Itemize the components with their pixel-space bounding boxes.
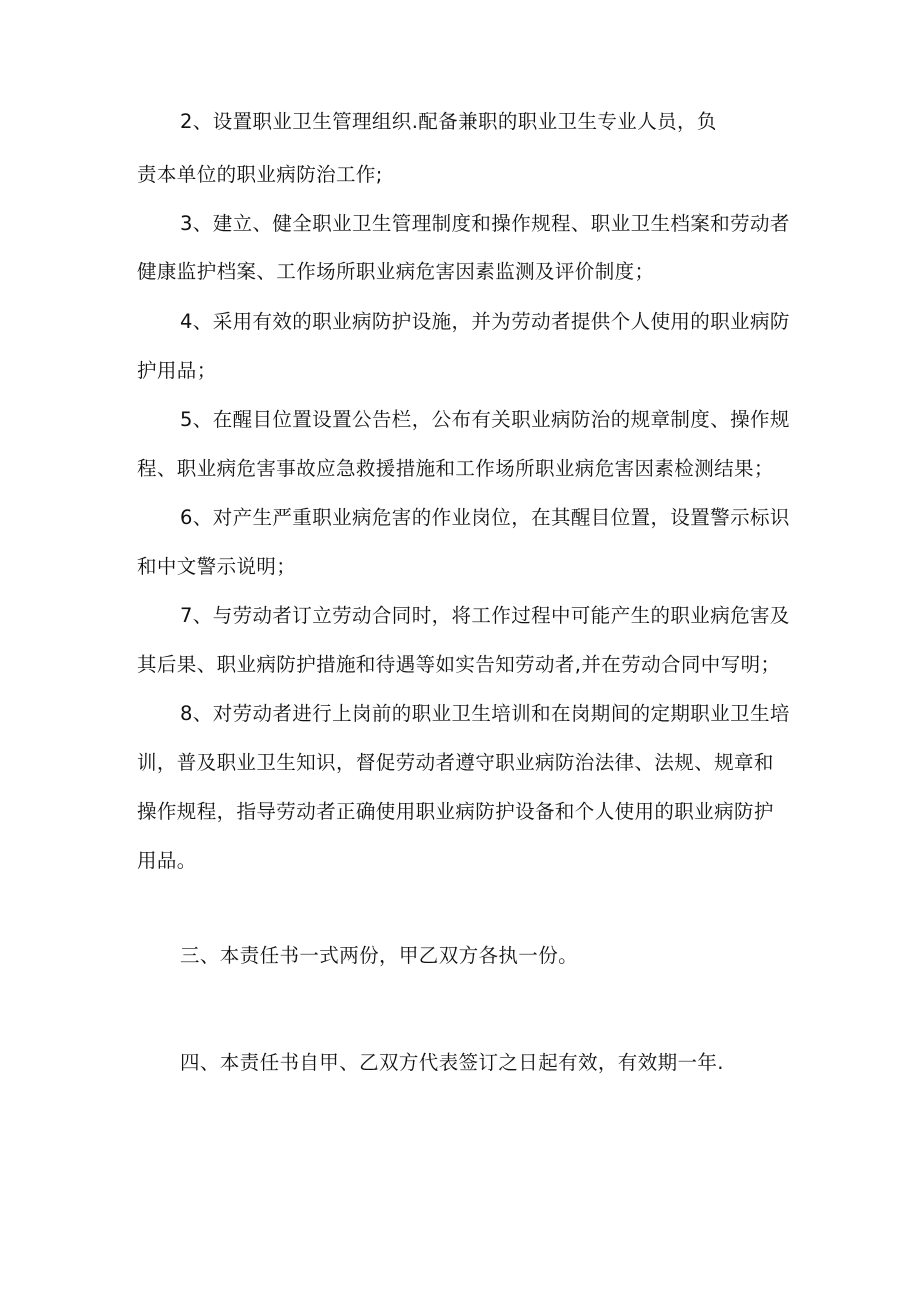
- item-5-line-1: 5、在醒目位置设置公告栏，公布有关职业病防治的规章制度、操作规: [180, 408, 790, 431]
- item-4-line-2: 护用品；: [137, 359, 217, 382]
- item-6-line-2: 和中文警示说明；: [137, 555, 297, 578]
- item-2-line-2: 责本单位的职业病防治工作;: [137, 163, 383, 186]
- item-8-line-1: 8、对劳动者进行上岗前的职业卫生培训和在岗期间的定期职业卫生培: [180, 702, 790, 725]
- item-6-line-1: 6、对产生严重职业病危害的作业岗位，在其醒目位置，设置警示标识: [180, 506, 790, 529]
- item-8-line-3: 操作规程，指导劳动者正确使用职业病防护设备和个人使用的职业病防护: [137, 800, 774, 823]
- item-3-line-2: 健康监护档案、工作场所职业病危害因素监测及评价制度；: [137, 260, 655, 283]
- item-3-line-1: 3、建立、健全职业卫生管理制度和操作规程、职业卫生档案和劳动者: [180, 212, 790, 235]
- item-8-line-2: 训，普及职业卫生知识，督促劳动者遵守职业病防治法律、法规、规章和: [137, 751, 774, 774]
- item-5-line-2: 程、职业病危害事故应急救援措施和工作场所职业病危害因素检测结果；: [137, 457, 774, 480]
- item-7-line-2: 其后果、职业病防护措施和待遇等如实告知劳动者,并在劳动合同中写明；: [137, 653, 781, 676]
- item-7-line-1: 7、与劳动者订立劳动合同时，将工作过程中可能产生的职业病危害及: [180, 604, 790, 627]
- item-8-line-4: 用品。: [137, 849, 197, 872]
- section-four-text: 四、本责任书自甲、乙双方代表签订之日起有效，有效期一年.: [180, 1051, 724, 1074]
- section-three-text: 三、本责任书一式两份，甲乙双方各执一份。: [180, 944, 579, 967]
- item-2-line-1: 2、设置职业卫生管理组织.配备兼职的职业卫生专业人员，负: [180, 110, 717, 133]
- item-4-line-1: 4、采用有效的职业病防护设施，并为劳动者提供个人使用的职业病防: [180, 310, 790, 333]
